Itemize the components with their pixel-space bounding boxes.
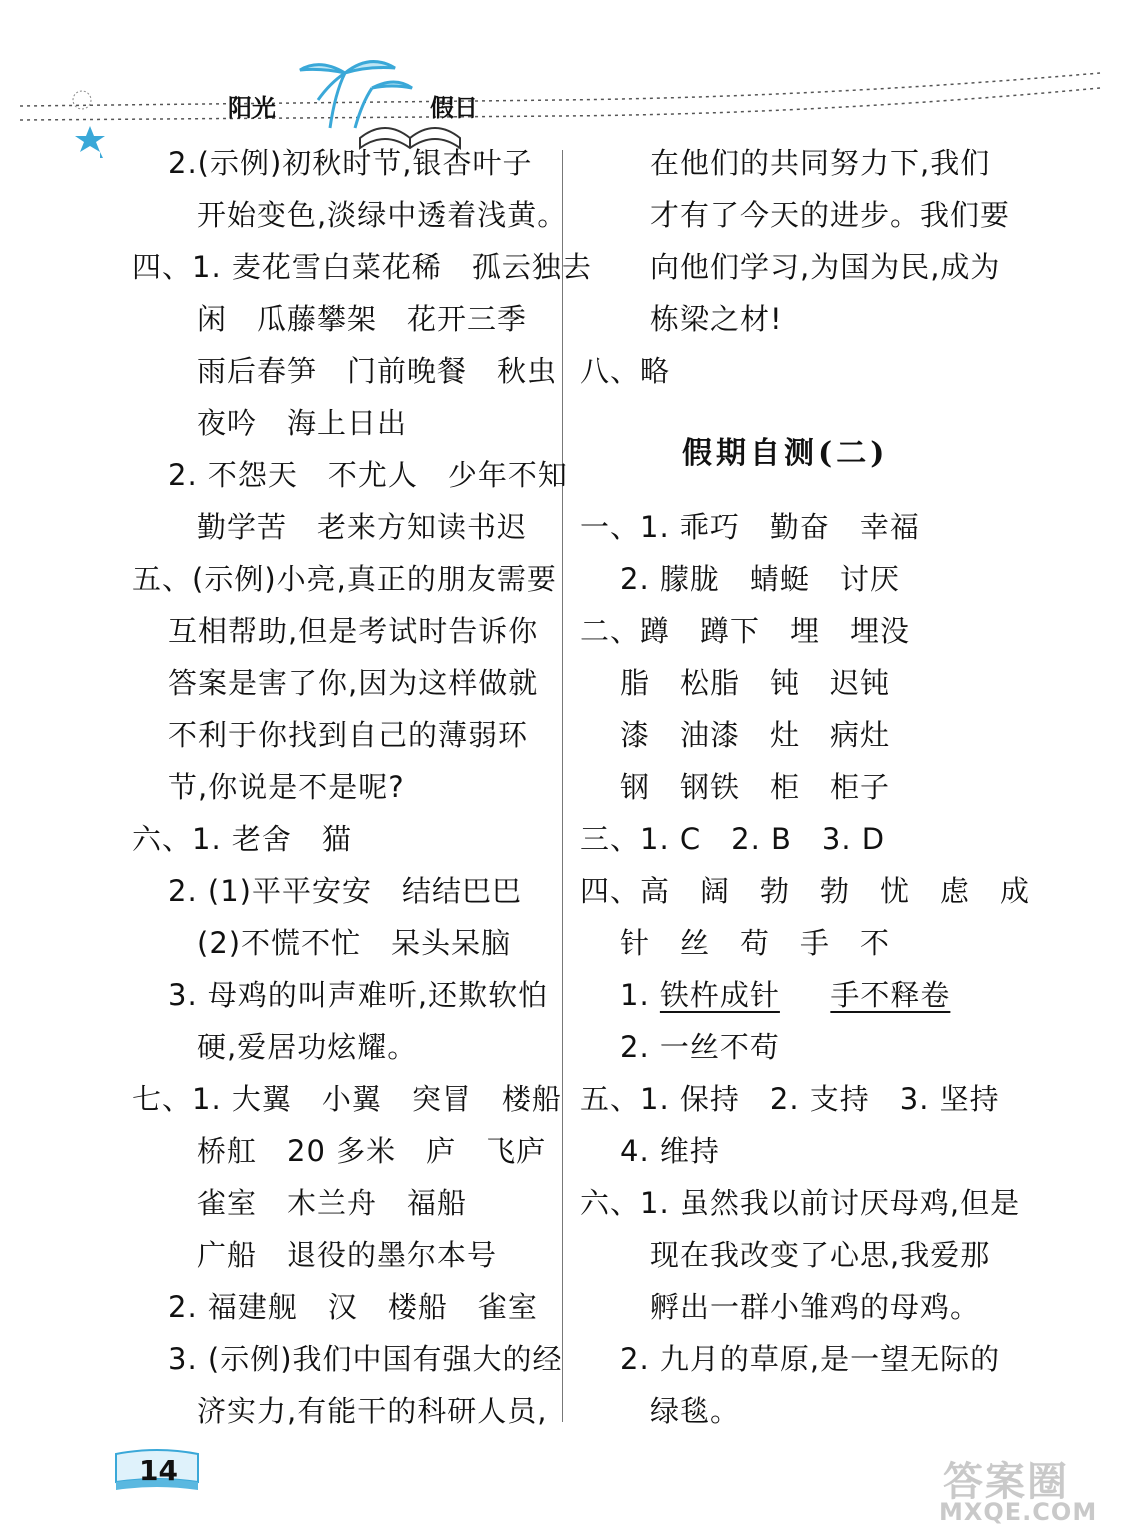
- column-divider: [562, 150, 563, 1422]
- answer-line: 八、略: [580, 354, 671, 388]
- answer-line: 3. (示例)我们中国有强大的经: [168, 1342, 563, 1376]
- answer-line: 雨后春笋 门前晚餐 秋虫: [197, 354, 558, 388]
- header-dotted-lines: [0, 48, 1123, 158]
- answer-line: 2.(示例)初秋时节,银杏叶子: [168, 146, 533, 180]
- answer-line: 硬,爱居功炫耀。: [197, 1030, 418, 1064]
- watermark-url: MXQE.COM: [939, 1498, 1098, 1526]
- answer-line: 开始变色,淡绿中透着浅黄。: [197, 198, 568, 232]
- answer-line: 桥舡 20 多米 庐 飞庐: [197, 1134, 547, 1168]
- answer-line: 节,你说是不是呢?: [168, 770, 405, 804]
- brand-right: 假日: [430, 93, 478, 122]
- answer-line: 钢 钢铁 柜 柜子: [620, 770, 891, 804]
- answer-line: 2. 九月的草原,是一望无际的: [620, 1342, 1001, 1376]
- answer-line: 夜吟 海上日出: [197, 406, 408, 440]
- answer-line: 向他们学习,为国为民,成为: [650, 250, 1001, 284]
- answer-line: (2)不慌不忙 呆头呆脑: [197, 926, 512, 960]
- answer-line: 七、1. 大翼 小翼 突冒 楼船: [132, 1082, 562, 1116]
- answer-line: 三、1. C 2. B 3. D: [580, 822, 886, 856]
- item-number: 1.: [620, 978, 650, 1012]
- answer-line: 漆 油漆 灶 病灶: [620, 718, 891, 752]
- answer-line: 四、1. 麦花雪白菜花稀 孤云独去: [132, 250, 592, 284]
- answer-line: 2. (1)平平安安 结结巴巴: [168, 874, 522, 908]
- answer-line: 2. 一丝不苟: [620, 1030, 780, 1064]
- header-decoration: [0, 48, 1123, 158]
- answer-line: 在他们的共同努力下,我们: [650, 146, 991, 180]
- answer-line: 脂 松脂 钝 迟钝: [620, 666, 891, 700]
- answer-line: 才有了今天的进步。我们要: [650, 198, 1011, 232]
- answer-line: 广船 退役的墨尔本号: [197, 1238, 498, 1272]
- watermark-text: 答案圈: [943, 1459, 1069, 1505]
- page-number-badge: [112, 1448, 202, 1494]
- answer-line-idiom: [620, 977, 950, 1013]
- answer-line: 绿毯。: [650, 1394, 741, 1428]
- answer-line: 答案是害了你,因为这样做就: [168, 666, 539, 700]
- answer-line: 四、高 阔 勃 勃 忧 虑 成: [580, 874, 1031, 908]
- answer-line: 一、1. 乖巧 勤奋 幸福: [580, 510, 920, 544]
- answer-line: 2. 朦胧 蜻蜓 讨厌: [620, 562, 900, 596]
- answer-line: 2. 不怨天 不尤人 少年不知: [168, 458, 568, 492]
- answer-line: 孵出一群小雏鸡的母鸡。: [650, 1290, 981, 1324]
- answer-line: 五、(示例)小亮,真正的朋友需要: [132, 562, 557, 596]
- answer-line: 闲 瓜藤攀架 花开三季: [197, 302, 528, 336]
- answer-line: 互相帮助,但是考试时告诉你: [168, 614, 539, 648]
- page-number: 14: [139, 1454, 178, 1487]
- answer-line: 济实力,有能干的科研人员,: [197, 1394, 548, 1428]
- answer-line: 4. 维持: [620, 1134, 720, 1168]
- idiom-underlined: 手不释卷: [830, 978, 951, 1012]
- answer-line: 六、1. 老舍 猫: [132, 822, 352, 856]
- answer-line: 2. 福建舰 汉 楼船 雀室: [168, 1290, 538, 1324]
- section-title: 假期自测(二): [682, 436, 889, 471]
- answer-line: 勤学苦 老来方知读书迟: [197, 510, 528, 544]
- star-icon: [75, 126, 105, 152]
- answer-line: 针 丝 苟 手 不: [620, 926, 891, 960]
- answer-line: 六、1. 虽然我以前讨厌母鸡,但是: [580, 1186, 1021, 1220]
- brand-left: 阳光: [228, 93, 276, 122]
- answer-line: 雀室 木兰舟 福船: [197, 1186, 468, 1220]
- answer-line: 现在我改变了心思,我爱那: [650, 1238, 991, 1272]
- answer-line: 3. 母鸡的叫声难听,还欺软怕: [168, 978, 549, 1012]
- answer-line: 二、蹲 蹲下 埋 埋没: [580, 614, 911, 648]
- answer-line: 不利于你找到自己的薄弱环: [168, 718, 529, 752]
- answer-line: 栋梁之材!: [650, 302, 783, 336]
- idiom-underlined: 铁杵成针: [659, 978, 780, 1012]
- answer-line: 五、1. 保持 2. 支持 3. 坚持: [580, 1082, 1000, 1116]
- watermark: [935, 1450, 1110, 1530]
